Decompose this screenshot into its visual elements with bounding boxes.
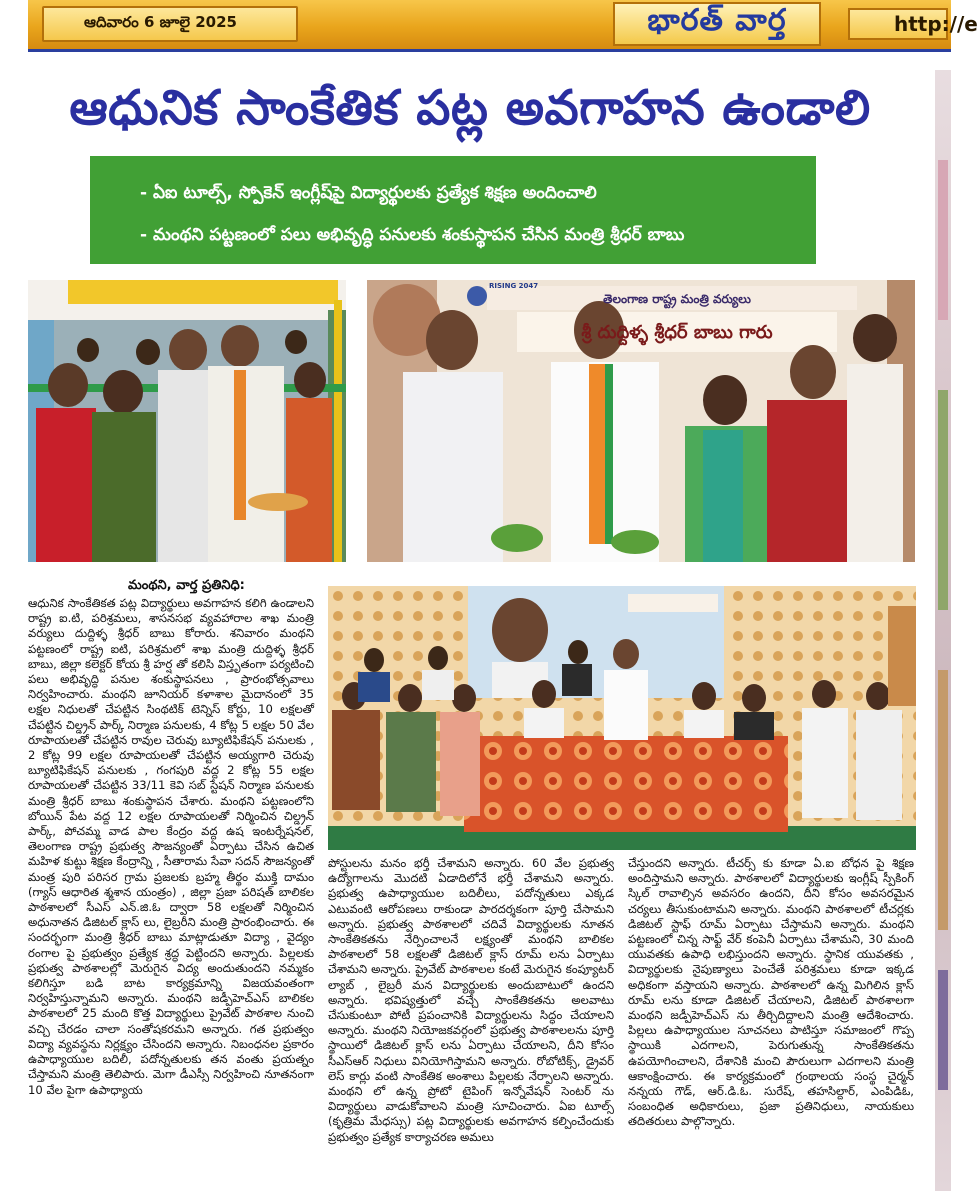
website-url: http://e [894, 12, 978, 36]
subhead-box [90, 156, 816, 264]
edition-date: ఆదివారం 6 జూలై 2025 [84, 13, 237, 31]
article-column-1: ఆధునిక సాంకేతికత పట్ల విద్యార్థులు అవగాహన కలిగి ఉండాలని రాష్ట్ర ఐ.టి, పరిశ్రమలు, శాసనసభ వ్యవహారాల శాఖ మంత్రి వర్యులు దుద్దిళ్ళ శ్రీధర్ బాబు కోరారు. శనివారం మంథని పట్టణంలో రాష్ట్ర ఐటి, పరిశ్రమలో శాఖ మంత్రి దుద్దిళ్ళ శ్రీధర్ బాబు, జిల్లా కలెక్టర్ కోయ శ్రీ హర్ష తో కలిసి విస్తృతంగా పర్యటించి పలు అభివృద్ధి పనుల శంకుస్థాపనలు , ప్రారంభోత్సవాలు నిర్వహించారు. మంథని జూనియర్ కళాశాల మైదానంలో 35 లక్షల నిధులతో చేపట్టిన సింథటిక్ టెన్నిస్ కోర్టు, 10 లక్షలతో చేపట్టిన చిల్డ్రన్ పార్క్ నిర్మాణ పనులకు, 4 కోట్ల 5 లక్షల 50 వేల రూపాయలతో చేపట్టిన రావుల చెరువు బ్యూటిఫికేషన్ పనులకు , 2 కోట్ల 99 లక్షల రూపాయలతో చేపట్టిన అయ్యగారి చెరువు బ్యూటిఫికేషన్ పనులకు , గంగపురి వద్ద 2 కోట్ల 55 లక్షల రూపాయలతో చేపట్టిన 33/11 కెవి సబ్ స్టేషన్ నిర్మాణ పనులకు మంత్రి శ్రీధర్ బాబు శంకుస్థాపన చేశారు. మంథని పట్టణంలోని బోయిన్ పేట వద్ద 12 లక్షల రూపాయలతో నిర్మించిన చిల్డ్రన్ పార్క్, పోచమ్మ వాడ పాల కేంద్రం వద్ద ఉష ఇంటర్నేషనల్, తెలంగాణ రాష్ట్ర ప్రభుత్వ సౌజన్యంతో ఏర్పాటు చేసిన ఉచిత మహిళ కుట్టు శిక్షణ కేంద్రాన్ని , సీతారామ సేవా సదన్ సౌజన్యంతో మంత్ర పురి పరిసర గ్రామ ప్రజలకు బ్రహ్మ తీర్థం ముక్తి దామం (గ్యాస్ ఆధారిత శ్మశాన యంత్రం) , జిల్లా ప్రజా పరిషత్ బాలికల పాఠశాలలో సీఎస్ ఎన్.జి.ఓ ద్వారా 58 లక్షలతో నిర్మించిన అధునాతన డిజిటల్ క్లాస్ లు, లైబ్రరీని మంత్రి ప్రారంభించారు. ఈ సందర్భంగా మంత్రి శ్రీధర్ బాబు మాట్లాడుతూ విద్యా , వైద్యం రంగాల పై ప్రభుత్వం ప్రత్యేక శ్రద్ధ పెట్టిందని అన్నారు. పిల్లలకు ప్రభుత్వ పాఠశాలల్లో మెరుగైన విద్య అందుతుందని నమ్మకం కలిగిస్తూ బడి బాట కార్యక్రమాన్ని విజయవంతంగా నిర్వహిస్తున్నామని అన్నారు. మంథని జడ్పీహెచ్ఎస్ బాలికల పాఠశాలలో 25 మంది కొత్త విద్యార్థులు ప్రైవేట్ పాఠశాల నుంచి వచ్చి చేరడం చాలా సంతోషకరమని అన్నారు. గత ప్రభుత్వం విద్యా వ్యవస్థను నిర్లక్ష్యం చేసిందని అన్నారు. నిబంధనల ప్రకారం ఉపాధ్యాయుల బదిలీ, పదోన్నతులకు తన వంతు ప్రయత్నం చేస్తామని మంత్రి తెలిపారు. మెగా డీఎస్సీ నిర్వహించి నూతనంగా 10 వేల పైగా ఉపాధ్యాయ [28, 596, 314, 1097]
article-dateline: మంథని, వార్త ప్రతినిధి: [128, 578, 245, 593]
photo-ribbon-cutting [28, 280, 346, 562]
adjacent-page-edge [935, 70, 951, 1191]
article-column-2: పోస్టులను మనం భర్తీ చేశామని అన్నారు. 60 వేల ప్రభుత్వ ఉద్యోగాలను మొదటి ఏడాదిలోనే భర్తీ చేశామని అన్నారు. ప్రభుత్వ ఉపాధ్యాయుల బదిలీలు, పదోన్నతులు ఎక్కడ ఎటువంటి ఆరోపణలు రాకుండా పారదర్శకంగా పూర్తి చేసామని అన్నారు. ప్రభుత్వ పాఠశాలలో చదివే విద్యార్థులకు నూతన సాంకేతికతను నేర్పించాలనే లక్ష్యంతో మంథని బాలికల పాఠశాలలో 58 లక్షలతో డిజిటల్ క్లాస్ రూమ్ లను ఏర్పాటు చేశామని అన్నారు. ప్రైవేట్ పాఠశాలల కంటే మెరుగైన కంప్యూటర్ ల్యాబ్ , లైబ్రరీ మన విద్యార్థులకు అందుబాటులో ఉందని అన్నారు. భవిష్యత్తులో వచ్చే సాంకేతికతను అలవాటు చేసుకుంటూ పోటీ ప్రపంచానికి విద్యార్థులను సిద్ధం చేయాలని అన్నారు. మంథని నియోజకవర్గంలో ప్రభుత్వ పాఠశాలలను పూర్తి స్థాయిలో డిజిటల్ క్లాస్ లను ఏర్పాటు చేయాలని, దీని కోసం సీఎస్ఆర్ నిధులు వినియోగిస్తామని అన్నారు. రోబోటిక్స్, డ్రైవర్ లెస్ కార్లు వంటి సాంకేతిక అంశాలు పిల్లలకు నేర్పాలని అన్నారు. మంథని లో ఉన్న ప్రోటో టైపింగ్ ఇన్నోవేషన్ సెంటర్ ను విద్యార్థులు వాడుకోవాలని మంత్రి సూచించారు. ఏఐ టూల్స్ (కృత్రిమ మేధస్సు) పట్ల విద్యార్థులకు అవగాహన కల్పించేందుకు ప్రభుత్వం ప్రత్యేక కార్యాచరణ అమలు [328, 856, 614, 1144]
subhead-2: - మంథని పట్టణంలో పలు అభివృద్ధి పనులకు శంకుస్థాపన చేసిన మంత్రి శ్రీధర్ బాబు [140, 225, 685, 245]
date-box [42, 6, 298, 42]
url-box [848, 8, 978, 40]
banner-name: శ్రీ దుద్దిళ్ళ శ్రీధర్ బాబు గారు [581, 322, 773, 343]
masthead-band [28, 0, 978, 52]
banner-title: తెలంగాణ రాష్ట్ర మంత్రి వర్యులు [603, 292, 751, 306]
photo-stage-meeting [328, 586, 916, 850]
article-headline: ఆధునిక సాంకేతిక పట్ల అవగాహన ఉండాలి [69, 80, 871, 136]
newspaper-logo [613, 2, 821, 46]
subhead-1: - ఏఐ టూల్స్, స్పోకెన్ ఇంగ్లీష్‌పై విద్యార్థులకు ప్రత్యేక శిక్షణ అందించాలి [140, 183, 597, 203]
photo-minister-with-student [367, 280, 915, 562]
banner-logo: RISING 2047 [489, 282, 539, 290]
article-column-3: చేస్తుందని అన్నారు. టీచర్స్ కు కూడా ఏ.ఐ బోధన పై శిక్షణ అందిస్తామని అన్నారు. పాఠశాలలో విద్యార్థులకు ఇంగ్లీష్ స్పీకింగ్ స్కిల్ రావాల్సిన అవసరం ఉందని, దీని కోసం అవసరమైన చర్యలు తీసుకుంటామని అన్నారు. మంథని పాఠశాలలో టీచర్లకు డిజిటల్ స్టాఫ్ రూమ్ ఏర్పాటు చేస్తామని అన్నారు. మంథని పట్టణంలో చిన్న సాఫ్ట్ వేర్ కంపెనీ ఏర్పాటు చేశామని, 30 మంది యువతకు ఉపాధి లభిస్తుందని అన్నారు. స్థానిక యువతకు , విద్యార్థులకు నైపుణ్యాలు పెంచేతే పరిశ్రమలు కూడా ఇక్కడ అధికంగా వస్తాయని అన్నారు. పాఠశాలలో ఉన్న మిగిలిన క్లాస్ రూమ్ లను కూడా డిజిటల్ చేయాలని, డిజిటల్ పాఠశాలగా మంథని జడ్పీహెచ్ఎస్ ను తీర్చిదిద్దాలని మంత్రి ఆదేశించారు. పిల్లలు ఉపాధ్యాయుల సూచనలు పాటిస్తూ సమాజంలో గొప్ప స్థాయికి ఎదగాలని, పెరుగుతున్న సాంకేతికతను ఉపయోగించాలని, దేశానికి మంచి పౌరులుగా ఎదగాలని మంత్రి ఆకాంక్షించారు. ఈ కార్యక్రమంలో గ్రంథాలయ సంస్థ చైర్మన్ నన్నయ గౌడ్, ఆర్.డి.ఓ. సురేష్, తహసిల్దార్, ఎంపిడిఓ, సంబంధిత అధికారులు, ప్రజా ప్రతినిధులు, నాయకులు తదితరులు పాల్గొన్నారు. [628, 856, 914, 1129]
newspaper-name: భారత్ వార్త [647, 3, 787, 38]
